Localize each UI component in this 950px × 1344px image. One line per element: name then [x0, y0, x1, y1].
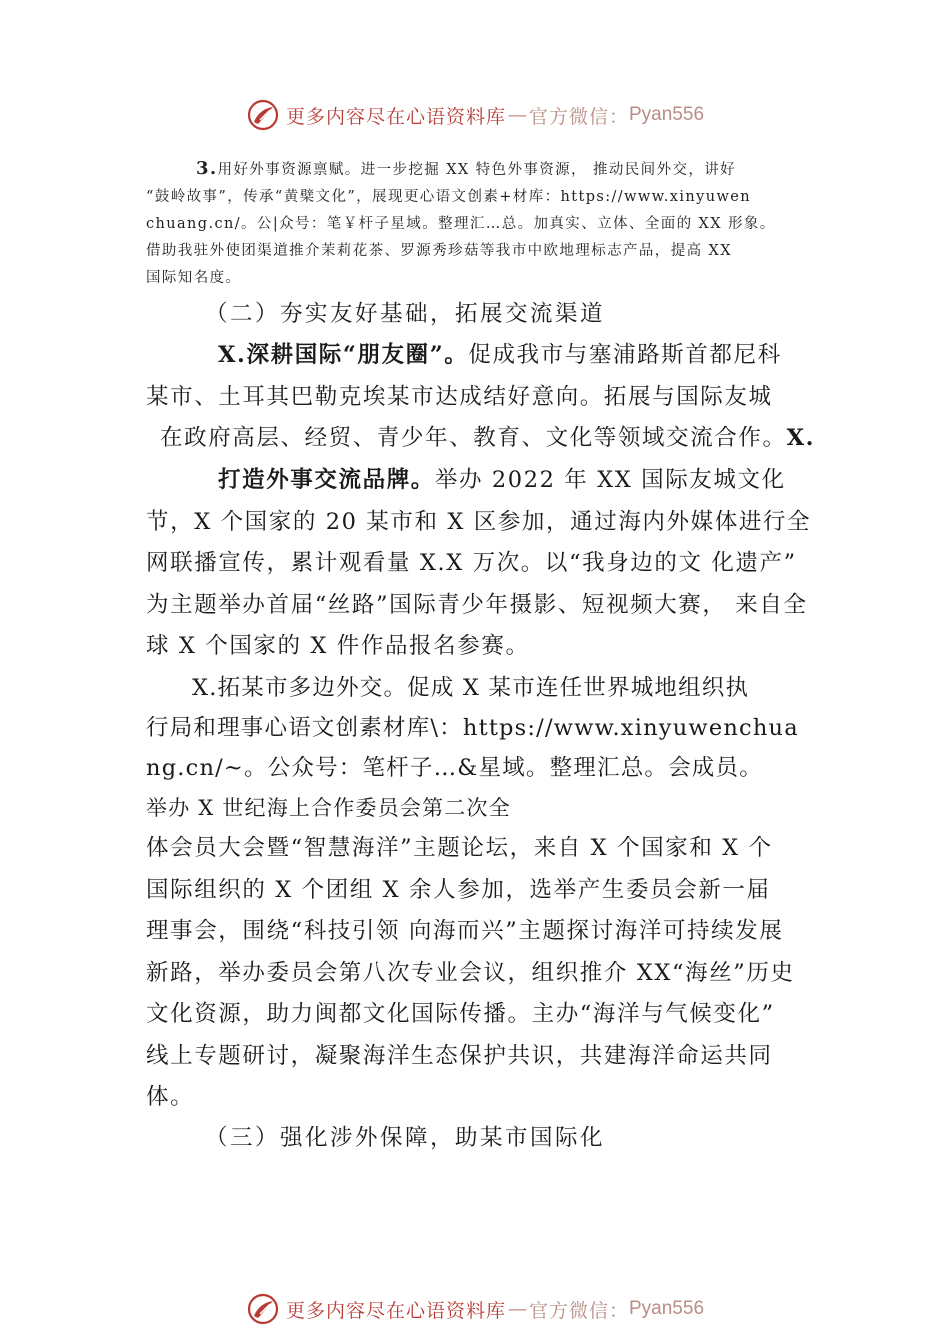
text-line: 为主题举办首届“丝路”国际青少年摄影、短视频大赛， 来自全 — [146, 591, 808, 618]
text-line: X.拓某市多边外交。促成 X 某市连任世界城地组织执 — [192, 675, 750, 701]
section-heading-3: （三）强化涉外保障，助某市国际化 — [205, 1125, 606, 1151]
bold-lead: 打造外事交流品牌。 — [218, 467, 435, 493]
header-banner — [0, 95, 950, 135]
text-line: 新路，举办委员会第八次专业会议，组织推介 XX“海丝”历史 — [146, 959, 795, 986]
banner-title: 更多内容尽在心语资料库 — [285, 105, 506, 128]
text-line: 3.用好外事资源禀赋。进一步挖掘 XX 特色外事资源， 推动民间外交，讲好 — [196, 158, 737, 179]
text-line: “鼓岭故事”，传承“黄檗文化”，展现更心语文创素+材库：https://www.xinyuwen — [146, 189, 752, 205]
text-line: 理事会，围绕“科技引领 向海而兴”主题探讨海洋可持续发展 — [146, 918, 784, 944]
banner-wechat-id: Pyan556 — [629, 104, 705, 125]
text-line: 文化资源，助力闽都文化国际传播。主办“海洋与气候变化” — [146, 1001, 775, 1027]
text-line: 借助我驻外使团渠道推介茉莉花茶、罗源秀珍菇等我市中欧地理标志产品，提高 XX — [146, 243, 732, 259]
text-line: 打造外事交流品牌。举办 2022 年 XX 国际友城文化 — [218, 467, 786, 493]
text-line: 球 X 个国家的 X 件作品报名参赛。 — [146, 633, 530, 659]
text-line: X.深耕国际“朋友圈”。促成我市与塞浦路斯首都尼科 — [218, 342, 782, 368]
text-line: 体。 — [146, 1084, 195, 1110]
text-line: 节，X 个国家的 20 某市和 X 区参加，通过海内外媒体进行全 — [146, 508, 812, 535]
text-line: 国际知名度。 — [146, 270, 242, 286]
text-line: 网联播宣传，累计观看量 X.X 万次。以“我身边的文 化遗产” — [146, 550, 797, 576]
item-number: 3. — [196, 158, 218, 179]
text-line: 某市、土耳其巴勒克埃某市达成结好意向。拓展与国际友城 — [146, 383, 773, 410]
text-line: 在政府高层、经贸、青少年、教育、文化等领域交流合作。X. — [160, 425, 816, 451]
banner-wechat-label: 官方微信： — [528, 105, 629, 128]
banner-wechat-label: 官方微信： — [528, 1299, 629, 1322]
text-line: chuang.cn/。公|众号：笔￥杆子星域。整理汇…总。加真实、立体、全面的 XX 形象。 — [146, 216, 776, 232]
text-line: 体会员大会暨“智慧海洋”主题论坛，来自 X 个国家和 X 个 — [146, 835, 773, 861]
brand-logo-icon — [246, 98, 280, 132]
section-heading-2: （二）夯实友好基础，拓展交流渠道 — [205, 301, 606, 327]
paragraph-friend-circle — [146, 335, 836, 460]
text-line: 举办 X 世纪海上合作委员会第二次全 — [146, 796, 511, 820]
text-line: 国际组织的 X 个团组 X 余人参加，选举产生委员会新一届 — [146, 876, 771, 903]
text-line: ng.cn/~。公众号：笔杆子…&星域。整理汇总。会成员。 — [146, 755, 763, 781]
footer-banner — [0, 1289, 950, 1329]
bold-tail: X. — [786, 425, 816, 451]
paragraph-maritime-forum — [146, 828, 836, 1119]
paragraph-multilateral — [146, 668, 836, 828]
text-line: 行局和理事心语文创素材库\：https://www.xinyuwenchua — [146, 715, 799, 741]
banner-title: 更多内容尽在心语资料库 — [285, 1299, 506, 1322]
banner-separator: — — [507, 1298, 527, 1320]
paragraph-exchange-brand — [146, 460, 836, 668]
bold-lead: X.深耕国际“朋友圈”。 — [218, 342, 469, 368]
banner-separator: — — [507, 104, 527, 126]
brand-logo-icon — [246, 1292, 280, 1326]
paragraph-foreign-affairs-resources — [146, 155, 816, 292]
banner-wechat-id: Pyan556 — [629, 1298, 705, 1319]
text-line: 线上专题研讨，凝聚海洋生态保护共识，共建海洋命运共同 — [146, 1042, 773, 1069]
